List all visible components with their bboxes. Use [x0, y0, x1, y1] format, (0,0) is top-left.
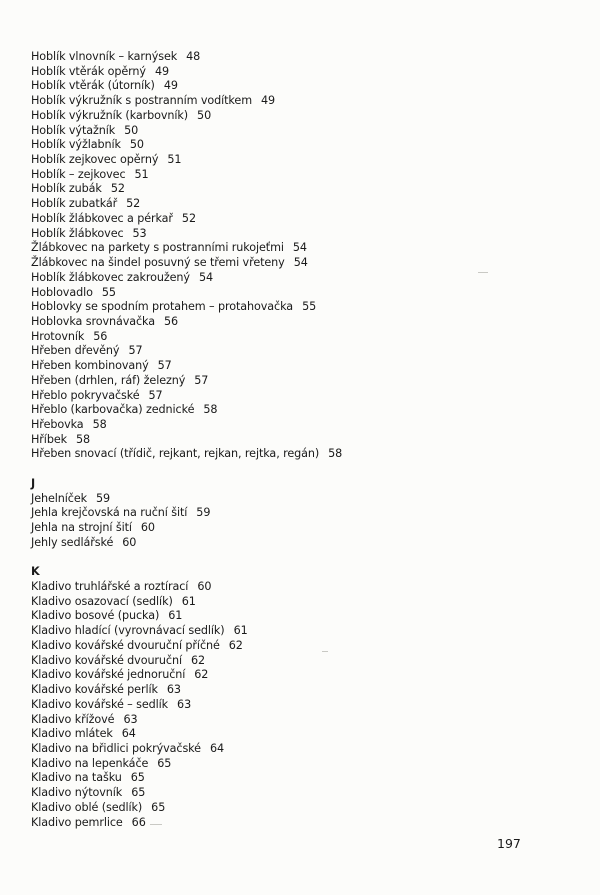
section-gap	[31, 551, 551, 566]
entry-term: Hoblík výžlabník	[31, 138, 121, 152]
entry-page: 55	[302, 300, 317, 314]
index-entry	[31, 668, 551, 683]
entry-page: 61	[181, 594, 196, 608]
entry-term: Hoblík zejkovec opěrný	[31, 153, 159, 167]
index-entry	[31, 315, 551, 330]
index-entry	[31, 168, 551, 183]
entry-page: 50	[124, 123, 139, 137]
entry-page: 60	[197, 580, 212, 594]
index-entry	[31, 389, 551, 404]
entry-term: Hoblík žlábkovec a pérkař	[31, 211, 173, 225]
index-entry	[31, 50, 551, 65]
entry-term: Hoblík zubák	[31, 182, 102, 196]
index-entry	[31, 654, 551, 669]
index-entry	[31, 492, 551, 507]
index-entry	[31, 727, 551, 742]
entry-term: Hřeben dřevěný	[31, 344, 120, 358]
scan-speck	[478, 272, 488, 273]
entry-term: Jehly sedlářské	[31, 535, 114, 549]
entry-term: Kladivo nýtovník	[31, 786, 123, 800]
entry-term: Kladivo na tašku	[31, 771, 122, 785]
entry-page: 65	[157, 756, 172, 770]
entry-page: 52	[126, 197, 141, 211]
index-entry	[31, 241, 551, 256]
entry-page: 64	[209, 741, 224, 755]
index-entry	[31, 271, 551, 286]
scan-speck	[322, 651, 328, 652]
entry-page: 60	[140, 521, 155, 535]
entry-page: 48	[186, 50, 201, 63]
index-entry	[31, 683, 551, 698]
entry-page: 52	[181, 211, 196, 225]
entry-term: Hřeblo (karbovačka) zednické	[31, 403, 195, 417]
index-entry	[31, 79, 551, 94]
entry-term: Hoblík výkružník s postranním vodítkem	[31, 94, 252, 108]
index-entry	[31, 609, 551, 624]
entry-term: Kladivo kovářské dvouruční	[31, 653, 182, 667]
entry-page: 60	[122, 535, 137, 549]
index-entry	[31, 182, 551, 197]
entry-term: Kladivo truhlářské a roztírací	[31, 580, 189, 594]
entry-term: Kladivo kovářské perlík	[31, 683, 158, 697]
scan-speck	[150, 824, 162, 825]
entry-term: Hoblovky se spodním protahem – protahovačka	[31, 300, 294, 314]
entry-page: 63	[166, 683, 181, 697]
entry-term: Hřeben kombinovaný	[31, 359, 149, 373]
index-entry	[31, 212, 551, 227]
index-entry	[31, 286, 551, 301]
entry-term: Jehla na strojní šití	[31, 521, 132, 535]
page-number: 197	[497, 836, 521, 851]
entry-term: Hoblík vtěrák opěrný	[31, 64, 146, 78]
entry-page: 57	[157, 359, 172, 373]
entry-term: Hoblík zubatkář	[31, 197, 118, 211]
index-entry	[31, 300, 551, 315]
entry-page: 52	[110, 182, 125, 196]
index-entry	[31, 359, 551, 374]
index-entry	[31, 344, 551, 359]
entry-term: Hrotovník	[31, 329, 85, 343]
index-entry	[31, 595, 551, 610]
section-letter: J	[31, 476, 36, 490]
entry-term: Kladivo na břidlici pokrývačské	[31, 741, 201, 755]
entry-term: Hřebovka	[31, 417, 84, 431]
entry-term: Hoblík výkružník (karbovník)	[31, 108, 189, 122]
index-entry	[31, 757, 551, 772]
index-entry	[31, 94, 551, 109]
entry-page: 54	[292, 241, 307, 255]
entry-term: Hoblík vtěrák (útorník)	[31, 79, 155, 93]
index-entry	[31, 536, 551, 551]
entry-page: 51	[134, 167, 149, 181]
index-entry	[31, 418, 551, 433]
entry-page: 54	[293, 256, 308, 270]
entry-page: 49	[261, 94, 276, 108]
entry-page: 59	[95, 491, 111, 505]
entry-page: 58	[92, 417, 107, 431]
index-entry	[31, 138, 551, 153]
entry-term: Jehelníček	[31, 491, 87, 505]
entry-page: 51	[167, 153, 182, 167]
entry-term: Žlábkovec na parkety s postranními rukojeťmi	[31, 241, 284, 255]
entry-page: 50	[197, 108, 212, 122]
entry-term: Kladivo kovářské dvouruční příčné	[31, 638, 220, 652]
entry-page: 57	[194, 373, 209, 387]
entry-page: 50	[129, 138, 144, 152]
section-letter: K	[31, 565, 40, 579]
entry-term: Hoblík žlábkovec	[31, 226, 124, 240]
entry-term: Kladivo kovářské – sedlík	[31, 697, 169, 711]
entry-page: 62	[190, 653, 206, 667]
entry-page: 61	[168, 609, 183, 623]
entry-page: 64	[121, 727, 136, 741]
entry-term: Jehla krejčovská na ruční šití	[31, 506, 188, 520]
entry-page: 63	[123, 712, 138, 726]
entry-page: 65	[151, 800, 166, 814]
section-gap	[31, 462, 551, 477]
entry-term: Hřeblo pokryvačské	[31, 388, 140, 402]
entry-term: Kladivo osazovací (sedlík)	[31, 594, 173, 608]
index-entry	[31, 227, 551, 242]
entry-term: Žlábkovec na šindel posuvný se třemi vřeteny	[31, 256, 285, 270]
index-entry	[31, 65, 551, 80]
entry-term: Hoblík vlnovník – karnýsek	[31, 50, 178, 63]
entry-term: Hřeben snovací (třídič, rejkant, rejkan, rejtka, regán)	[31, 447, 320, 461]
entry-term: Hoblovadlo	[31, 285, 93, 299]
entry-term: Kladivo bosové (pucka)	[31, 609, 160, 623]
index-entry	[31, 698, 551, 713]
entry-page: 62	[228, 638, 243, 652]
entry-term: Hoblík žlábkovec zakroužený	[31, 270, 190, 284]
entry-page: 65	[130, 771, 145, 785]
index-entry	[31, 374, 551, 389]
entry-term: Hřeben (drhlen, ráf) železný	[31, 373, 186, 387]
entry-page: 55	[101, 285, 116, 299]
entry-page: 49	[163, 79, 178, 93]
entry-term: Kladivo na lepenkáče	[31, 756, 149, 770]
index-entry	[31, 816, 551, 831]
index-entry	[31, 124, 551, 139]
entry-page: 53	[132, 226, 147, 240]
index-entry	[31, 580, 551, 595]
entry-page: 62	[194, 668, 209, 682]
entry-term: Kladivo křížové	[31, 712, 115, 726]
index-entry	[31, 153, 551, 168]
entry-page: 49	[154, 64, 169, 78]
entry-term: Hoblovka srovnávačka	[31, 314, 155, 328]
index-entry	[31, 786, 551, 801]
entry-term: Kladivo mlátek	[31, 727, 113, 741]
entry-term: Hoblík – zejkovec	[31, 167, 126, 181]
entry-term: Kladivo oblé (sedlík)	[31, 800, 143, 814]
entry-page: 54	[198, 270, 213, 284]
index-entry	[31, 771, 551, 786]
entry-page: 59	[196, 506, 211, 520]
entry-page: 56	[93, 329, 108, 343]
entry-page: 57	[128, 344, 143, 358]
index-entry	[31, 403, 551, 418]
index-list	[31, 50, 551, 830]
entry-page: 58	[203, 403, 218, 417]
entry-page: 66	[131, 815, 146, 829]
entry-term: Kladivo kovářské jednoruční	[31, 668, 186, 682]
entry-page: 61	[233, 624, 248, 638]
index-entry	[31, 506, 551, 521]
index-entry	[31, 742, 551, 757]
index-entry	[31, 256, 551, 271]
index-entry	[31, 713, 551, 728]
entry-term: Kladivo pemrlice	[31, 815, 123, 829]
entry-page: 63	[177, 697, 192, 711]
index-entry	[31, 330, 551, 345]
index-entry	[31, 109, 551, 124]
index-entry	[31, 801, 551, 816]
entry-term: Hoblík výtažník	[31, 123, 116, 137]
entry-term: Hříbek	[31, 432, 67, 446]
index-entry	[31, 624, 551, 639]
index-entry	[31, 433, 551, 448]
entry-page: 58	[75, 432, 91, 446]
index-entry	[31, 197, 551, 212]
entry-page: 57	[148, 388, 163, 402]
index-entry	[31, 521, 551, 536]
entry-page: 58	[328, 447, 343, 461]
entry-term: Kladivo hladící (vyrovnávací sedlík)	[31, 624, 225, 638]
index-entry	[31, 447, 551, 462]
index-entry	[31, 639, 551, 654]
entry-page: 65	[131, 786, 146, 800]
entry-page: 56	[164, 314, 179, 328]
